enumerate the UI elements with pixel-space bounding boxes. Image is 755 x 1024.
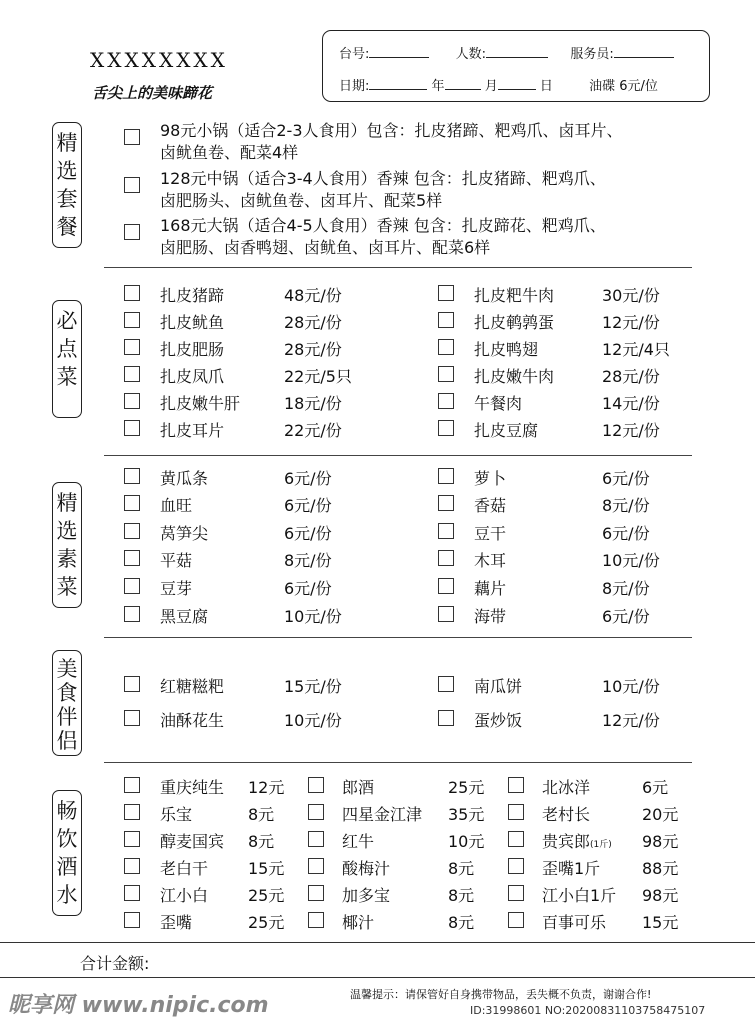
category-veg-label: 精选素菜 [56,491,78,599]
must-item-checkbox[interactable] [438,393,454,409]
drink-name-text: 老村长 [542,805,591,824]
category-must-label: 必点菜 [56,309,78,389]
veg-item-price: 6元/份 [284,524,332,543]
drink-name [542,775,590,798]
drink-checkbox[interactable] [508,831,524,847]
must-item-price: 48元/份 [284,286,342,305]
veg-item-price: 6元/份 [284,469,332,488]
drink-name [160,856,208,879]
must-item-name: 扎皮鱿鱼 [160,313,225,332]
day-label: 日 [539,79,553,94]
veg-item-checkbox[interactable] [124,578,140,594]
category-drinks-label: 畅饮酒水 [56,799,78,907]
combo-line-1: 98元小锅（适合2-3人食用）包含：扎皮猪蹄、粑鸡爪、卤耳片、 [160,121,623,140]
drink-price: 88元 [642,859,679,878]
must-item-checkbox[interactable] [124,285,140,301]
divider [104,267,692,268]
waiter-label: 服务员: [570,47,614,62]
veg-item-name: 平菇 [160,551,193,570]
drink-price: 20元 [642,805,679,824]
drink-price: 8元 [448,913,475,932]
drink-name-text: 江小白 [160,886,209,905]
veg-item-checkbox[interactable] [438,468,454,484]
snack-item-name: 蛋炒饭 [474,711,523,730]
drink-name-text: 醇麦国宾 [160,832,225,851]
veg-item-price: 6元/份 [602,469,650,488]
must-item-checkbox[interactable] [438,366,454,382]
divider [104,762,692,763]
must-item-checkbox[interactable] [124,393,140,409]
veg-item-name: 木耳 [474,551,507,570]
must-item-checkbox[interactable] [124,312,140,328]
drink-price: 15元 [642,913,679,932]
drink-price: 10元 [448,832,485,851]
must-item-checkbox[interactable] [124,339,140,355]
must-item-price: 14元/份 [602,394,660,413]
veg-item-checkbox[interactable] [438,578,454,594]
combo-line-1: 128元中锅（适合3-4人食用）香辣 包含：扎皮猪蹄、粑鸡爪、 [160,169,606,188]
veg-item-checkbox[interactable] [124,523,140,539]
drink-name [542,829,612,852]
drink-name [542,856,600,879]
date-year-field[interactable] [369,77,427,90]
drink-checkbox[interactable] [124,885,140,901]
date-month-field[interactable] [445,77,481,90]
category-must [52,300,82,418]
veg-item-price: 10元/份 [602,551,660,570]
must-item-checkbox[interactable] [124,366,140,382]
drink-checkbox[interactable] [508,804,524,820]
drink-name-text: 重庆纯生 [160,778,225,797]
combo-line-1: 168元大锅（适合4-5人食用）香辣 包含：扎皮蹄花、粑鸡爪、 [160,216,606,235]
table-no-field[interactable] [369,45,429,58]
combo-checkbox[interactable] [124,129,140,145]
guests-field[interactable] [486,45,548,58]
snack-item-price: 10元/份 [602,677,660,696]
drink-name-text: 百事可乐 [542,913,607,932]
drink-name [342,802,422,825]
date-day-field[interactable] [498,77,536,90]
must-item-name: 扎皮嫩牛肝 [160,394,241,413]
drink-price: 8元 [248,805,275,824]
drink-name [542,883,616,906]
veg-item-name: 豆芽 [160,579,193,598]
must-item-name: 扎皮肥肠 [160,340,225,359]
drink-name-text: 酸梅汁 [342,859,391,878]
oil-dish-price: 油碟 6元/位 [589,79,658,94]
combo-line-2: 卤鱿鱼卷、配菜4样 [160,143,299,162]
drink-price: 8元 [448,886,475,905]
must-item-price: 22元/份 [284,421,342,440]
drink-name [542,802,590,825]
month-label: 月 [484,79,498,94]
veg-item-name: 香菇 [474,496,507,515]
veg-item-checkbox[interactable] [438,495,454,511]
combo-checkbox[interactable] [124,224,140,240]
drink-price: 35元 [448,805,485,824]
must-item-price: 18元/份 [284,394,342,413]
drink-price: 8元 [448,859,475,878]
divider [104,455,692,456]
year-label: 年 [431,79,445,94]
veg-item-name: 黄瓜条 [160,469,209,488]
drink-checkbox[interactable] [308,858,324,874]
drink-name-text: 贵宾郎 [542,832,591,851]
drink-price: 12元 [248,778,285,797]
date-label: 日期: [339,79,370,94]
snack-item-checkbox[interactable] [124,710,140,726]
drink-checkbox[interactable] [508,885,524,901]
must-item-price: 12元/4只 [602,340,670,359]
veg-item-checkbox[interactable] [124,606,140,622]
must-item-name: 扎皮嫩牛肉 [474,367,555,386]
drink-price: 8元 [248,832,275,851]
drink-name [160,775,224,798]
combo-item [160,215,720,259]
image-id: ID:31998601 NO:20200831103758475107 [470,1004,706,1017]
drink-checkbox[interactable] [124,831,140,847]
veg-item-name: 海带 [474,607,507,626]
must-item-price: 22元/5只 [284,367,352,386]
veg-item-price: 6元/份 [602,524,650,543]
slogan: 舌尖上的美味蹄花 [92,84,213,102]
veg-item-price: 10元/份 [284,607,342,626]
veg-item-price: 8元/份 [602,496,650,515]
must-item-checkbox[interactable] [438,312,454,328]
veg-item-price: 6元/份 [284,496,332,515]
category-snack [52,650,82,756]
waiter-field[interactable] [614,45,674,58]
drink-name [160,829,224,852]
combo-line-2: 卤肥肠头、卤鱿鱼卷、卤耳片、配菜5样 [160,191,443,210]
drink-checkbox[interactable] [124,858,140,874]
veg-item-checkbox[interactable] [124,495,140,511]
drink-name [542,910,606,933]
must-item-price: 28元/份 [284,313,342,332]
order-info-box [322,30,710,102]
drink-checkbox[interactable] [124,912,140,928]
drink-price: 98元 [642,832,679,851]
veg-item-price: 6元/份 [284,579,332,598]
drink-name-text: 四星金江津 [342,805,423,824]
snack-item-checkbox[interactable] [124,676,140,692]
drink-name-text: 江小白1斤 [542,886,617,905]
drink-note: (1斤) [590,840,612,850]
must-item-price: 28元/份 [602,367,660,386]
warm-tip: 温馨提示：请保管好自身携带物品，丢失概不负责，谢谢合作! [350,988,652,1001]
footer-divider [0,977,755,978]
category-combos-label: 精选套餐 [56,131,78,239]
category-veg [52,482,82,608]
veg-item-name: 藕片 [474,579,507,598]
info-row-2 [339,75,699,94]
must-item-checkbox[interactable] [438,339,454,355]
drink-name [342,883,390,906]
drink-name [342,856,390,879]
info-row-1 [339,43,699,62]
must-item-price: 12元/份 [602,421,660,440]
veg-item-price: 6元/份 [602,607,650,626]
drink-price: 25元 [248,913,285,932]
drink-name-text: 郎酒 [342,778,375,797]
must-item-name: 扎皮鹌鹑蛋 [474,313,555,332]
drink-checkbox[interactable] [508,777,524,793]
drink-name [342,775,374,798]
drink-price: 98元 [642,886,679,905]
veg-item-price: 8元/份 [602,579,650,598]
veg-item-checkbox[interactable] [438,606,454,622]
must-item-checkbox[interactable] [438,285,454,301]
veg-item-checkbox[interactable] [124,468,140,484]
drink-name-text: 加多宝 [342,886,391,905]
drink-name [342,910,374,933]
must-item-price: 28元/份 [284,340,342,359]
snack-item-checkbox[interactable] [438,710,454,726]
drink-name-text: 北冰洋 [542,778,591,797]
brand-name: XXXXXXXX [90,48,228,72]
must-item-name: 扎皮粑牛肉 [474,286,555,305]
drink-name [160,910,192,933]
category-combos [52,122,82,248]
drink-checkbox[interactable] [308,831,324,847]
snack-item-price: 12元/份 [602,711,660,730]
drink-checkbox[interactable] [508,858,524,874]
drink-name-text: 红牛 [342,832,375,851]
category-snack-label: 美食伴侣 [56,657,78,753]
veg-item-name: 黑豆腐 [160,607,209,626]
drink-price: 15元 [248,859,285,878]
combo-item [160,168,720,212]
snack-item-name: 南瓜饼 [474,677,523,696]
footer-divider [0,942,755,943]
table-no-label: 台号: [339,47,370,62]
veg-item-checkbox[interactable] [438,523,454,539]
must-item-name: 午餐肉 [474,394,523,413]
drink-checkbox[interactable] [308,885,324,901]
divider [104,637,692,638]
must-item-name: 扎皮鸭翅 [474,340,539,359]
must-item-name: 扎皮豆腐 [474,421,539,440]
drink-name-text: 歪嘴 [160,913,193,932]
snack-item-price: 15元/份 [284,677,342,696]
must-item-name: 扎皮凤爪 [160,367,225,386]
drink-name-text: 歪嘴1斤 [542,859,601,878]
snack-item-checkbox[interactable] [438,676,454,692]
combo-item [160,120,720,164]
must-item-checkbox[interactable] [124,420,140,436]
category-drinks [52,790,82,916]
combo-line-2: 卤肥肠、卤香鸭翅、卤鱿鱼、卤耳片、配菜6样 [160,238,491,257]
drink-name [160,883,208,906]
veg-item-name: 血旺 [160,496,193,515]
drink-name-text: 乐宝 [160,805,193,824]
must-item-price: 12元/份 [602,313,660,332]
must-item-checkbox[interactable] [438,420,454,436]
veg-item-checkbox[interactable] [438,550,454,566]
drink-price: 6元 [642,778,669,797]
drink-name-text: 椰汁 [342,913,375,932]
veg-item-checkbox[interactable] [124,550,140,566]
drink-checkbox[interactable] [308,777,324,793]
veg-item-name: 萝卜 [474,469,507,488]
snack-item-name: 油酥花生 [160,711,225,730]
snack-item-name: 红糖糍粑 [160,677,225,696]
drink-checkbox[interactable] [308,912,324,928]
veg-item-name: 豆干 [474,524,507,543]
drink-name [342,829,374,852]
drink-name [160,802,192,825]
drink-price: 25元 [248,886,285,905]
watermark: 昵享网 www.nipic.com [8,993,269,1018]
drink-checkbox[interactable] [124,804,140,820]
drink-checkbox[interactable] [124,777,140,793]
veg-item-name: 莴笋尖 [160,524,209,543]
guests-label: 人数: [455,47,487,62]
total-label: 合计金额: [80,954,150,973]
must-item-name: 扎皮猪蹄 [160,286,225,305]
combo-checkbox[interactable] [124,177,140,193]
must-item-name: 扎皮耳片 [160,421,225,440]
must-item-price: 30元/份 [602,286,660,305]
drink-checkbox[interactable] [508,912,524,928]
drink-price: 25元 [448,778,485,797]
drink-checkbox[interactable] [308,804,324,820]
veg-item-price: 8元/份 [284,551,332,570]
drink-name-text: 老白干 [160,859,209,878]
snack-item-price: 10元/份 [284,711,342,730]
